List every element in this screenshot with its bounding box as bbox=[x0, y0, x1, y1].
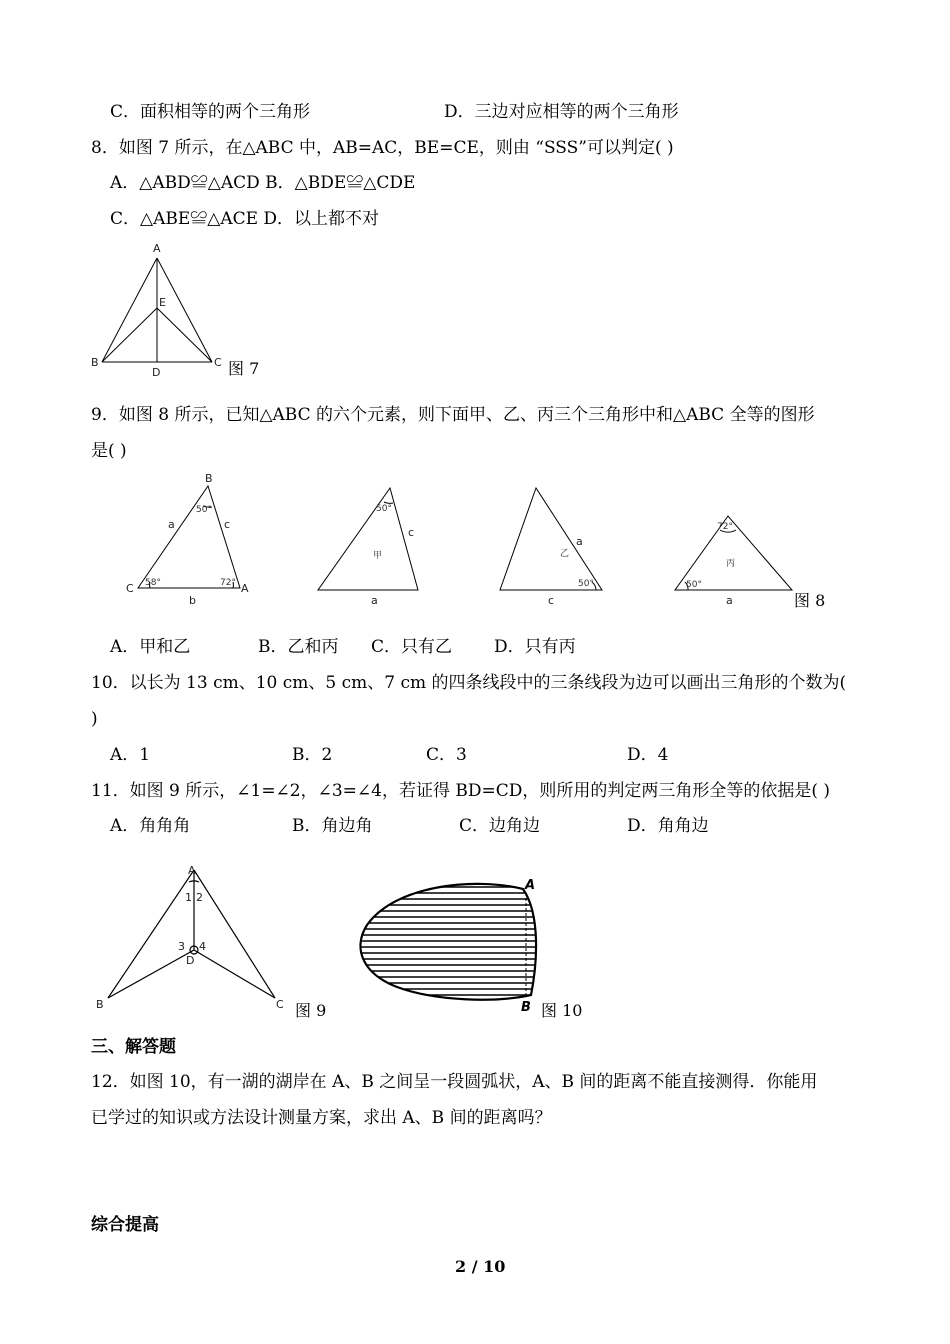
fig7-label-d: D bbox=[152, 366, 161, 379]
jia-side-a: a bbox=[371, 594, 378, 607]
abc-angle-c: 58° bbox=[145, 578, 161, 588]
figure-8-triangles bbox=[120, 470, 840, 610]
fig9-label-d: D bbox=[186, 954, 195, 967]
fig10-label-b: B bbox=[521, 1000, 531, 1015]
fig9-label-a: A bbox=[188, 864, 196, 877]
q9-option-a: A．甲和乙 bbox=[110, 637, 191, 657]
q9-stem-line2: 是( ) bbox=[91, 441, 127, 461]
section-3-title: 三、解答题 bbox=[91, 1037, 176, 1057]
abc-side-c: c bbox=[224, 518, 231, 531]
jia-name: 甲 bbox=[373, 551, 383, 561]
q11-option-d: D．角角边 bbox=[627, 816, 709, 836]
abc-side-a: a bbox=[168, 518, 175, 531]
abc-label-b: B bbox=[205, 472, 213, 485]
fig9-label-c: C bbox=[276, 998, 284, 1011]
q8-options-ab: A．△ABD≌△ACD B．△BDE≌△CDE bbox=[110, 173, 416, 193]
fig9-label-3: 3 bbox=[178, 940, 185, 953]
bing-side-a: a bbox=[726, 594, 733, 607]
q11-option-b: B．角边角 bbox=[292, 816, 373, 836]
bing-angle-left: 50° bbox=[686, 580, 702, 590]
section-extra-title: 综合提高 bbox=[91, 1215, 159, 1235]
fig9-label-b: B bbox=[96, 998, 104, 1011]
jia-side-c: c bbox=[408, 526, 415, 539]
bing-angle-top: 72° bbox=[717, 522, 733, 532]
abc-angle-a: 72° bbox=[220, 578, 236, 588]
q10-option-c: C．3 bbox=[426, 745, 467, 765]
fig7-label-c: C bbox=[214, 356, 222, 369]
q8-stem: 8．如图 7 所示，在△ABC 中，AB=AC，BE=CE，则由 “SSS”可以判定( ) bbox=[91, 138, 674, 158]
abc-label-c: C bbox=[126, 582, 134, 595]
jia-angle: 50° bbox=[376, 504, 392, 514]
figure-10-caption: 图 10 bbox=[541, 1001, 583, 1020]
yi-name: 乙 bbox=[560, 549, 570, 559]
figure-8-caption: 图 8 bbox=[794, 591, 826, 610]
fig7-label-e: E bbox=[159, 296, 166, 309]
q9-option-b: B．乙和丙 bbox=[258, 637, 339, 657]
q7-option-d: D．三边对应相等的两个三角形 bbox=[444, 102, 679, 122]
fig7-label-b: B bbox=[91, 356, 99, 369]
fig9-label-4: 4 bbox=[199, 940, 206, 953]
fig9-label-1: 1 bbox=[185, 891, 192, 904]
q7-option-c: C．面积相等的两个三角形 bbox=[110, 102, 311, 122]
q10-stem-line1: 10．以长为 13 cm、10 cm、5 cm、7 cm 的四条线段中的三条线段为边可以画出三角形的个数为( bbox=[91, 673, 847, 693]
fig9-label-2: 2 bbox=[196, 891, 203, 904]
q12-line1: 12．如图 10，有一湖的湖岸在 A、B 之间呈一段圆弧状，A、B 间的距离不能直接测得．你能用 bbox=[91, 1072, 818, 1092]
q9-option-c: C．只有乙 bbox=[371, 637, 453, 657]
q10-stem-line2: ) bbox=[91, 709, 98, 729]
q9-stem-line1: 9．如图 8 所示，已知△ABC 的六个元素，则下面甲、乙、丙三个三角形中和△ABC 全等的图形 bbox=[91, 405, 815, 425]
figure-9-caption: 图 9 bbox=[295, 1001, 327, 1020]
q9-option-d: D．只有丙 bbox=[494, 637, 576, 657]
figure-9-diagram bbox=[90, 858, 300, 1018]
abc-label-a: A bbox=[241, 582, 249, 595]
q10-option-d: D．4 bbox=[627, 745, 669, 765]
yi-side-a: a bbox=[576, 535, 583, 548]
q12-line2: 已学过的知识或方法设计测量方案，求出 A、B 间的距离吗？ bbox=[91, 1108, 552, 1128]
bing-name: 丙 bbox=[726, 559, 736, 569]
q11-option-a: A．角角角 bbox=[110, 816, 191, 836]
abc-angle-b: 50° bbox=[196, 505, 212, 515]
fig10-label-a: A bbox=[525, 878, 536, 893]
abc-side-b: b bbox=[189, 594, 196, 607]
yi-angle: 50° bbox=[578, 579, 594, 589]
yi-side-c: c bbox=[548, 594, 555, 607]
figure-10-lake bbox=[355, 865, 545, 1025]
q10-option-b: B．2 bbox=[292, 745, 333, 765]
page-number: 2 / 10 bbox=[455, 1257, 506, 1276]
figure-7-caption: 图 7 bbox=[228, 359, 260, 378]
q11-stem: 11．如图 9 所示，∠1=∠2，∠3=∠4，若证得 BD=CD，则所用的判定两三角形全等的依据是( ) bbox=[91, 781, 831, 801]
fig7-label-a: A bbox=[153, 242, 161, 255]
figure-7-triangle bbox=[85, 240, 235, 380]
q8-options-cd: C．△ABE≌△ACE D．以上都不对 bbox=[110, 209, 380, 229]
q10-option-a: A．1 bbox=[110, 745, 151, 765]
q11-option-c: C．边角边 bbox=[459, 816, 541, 836]
